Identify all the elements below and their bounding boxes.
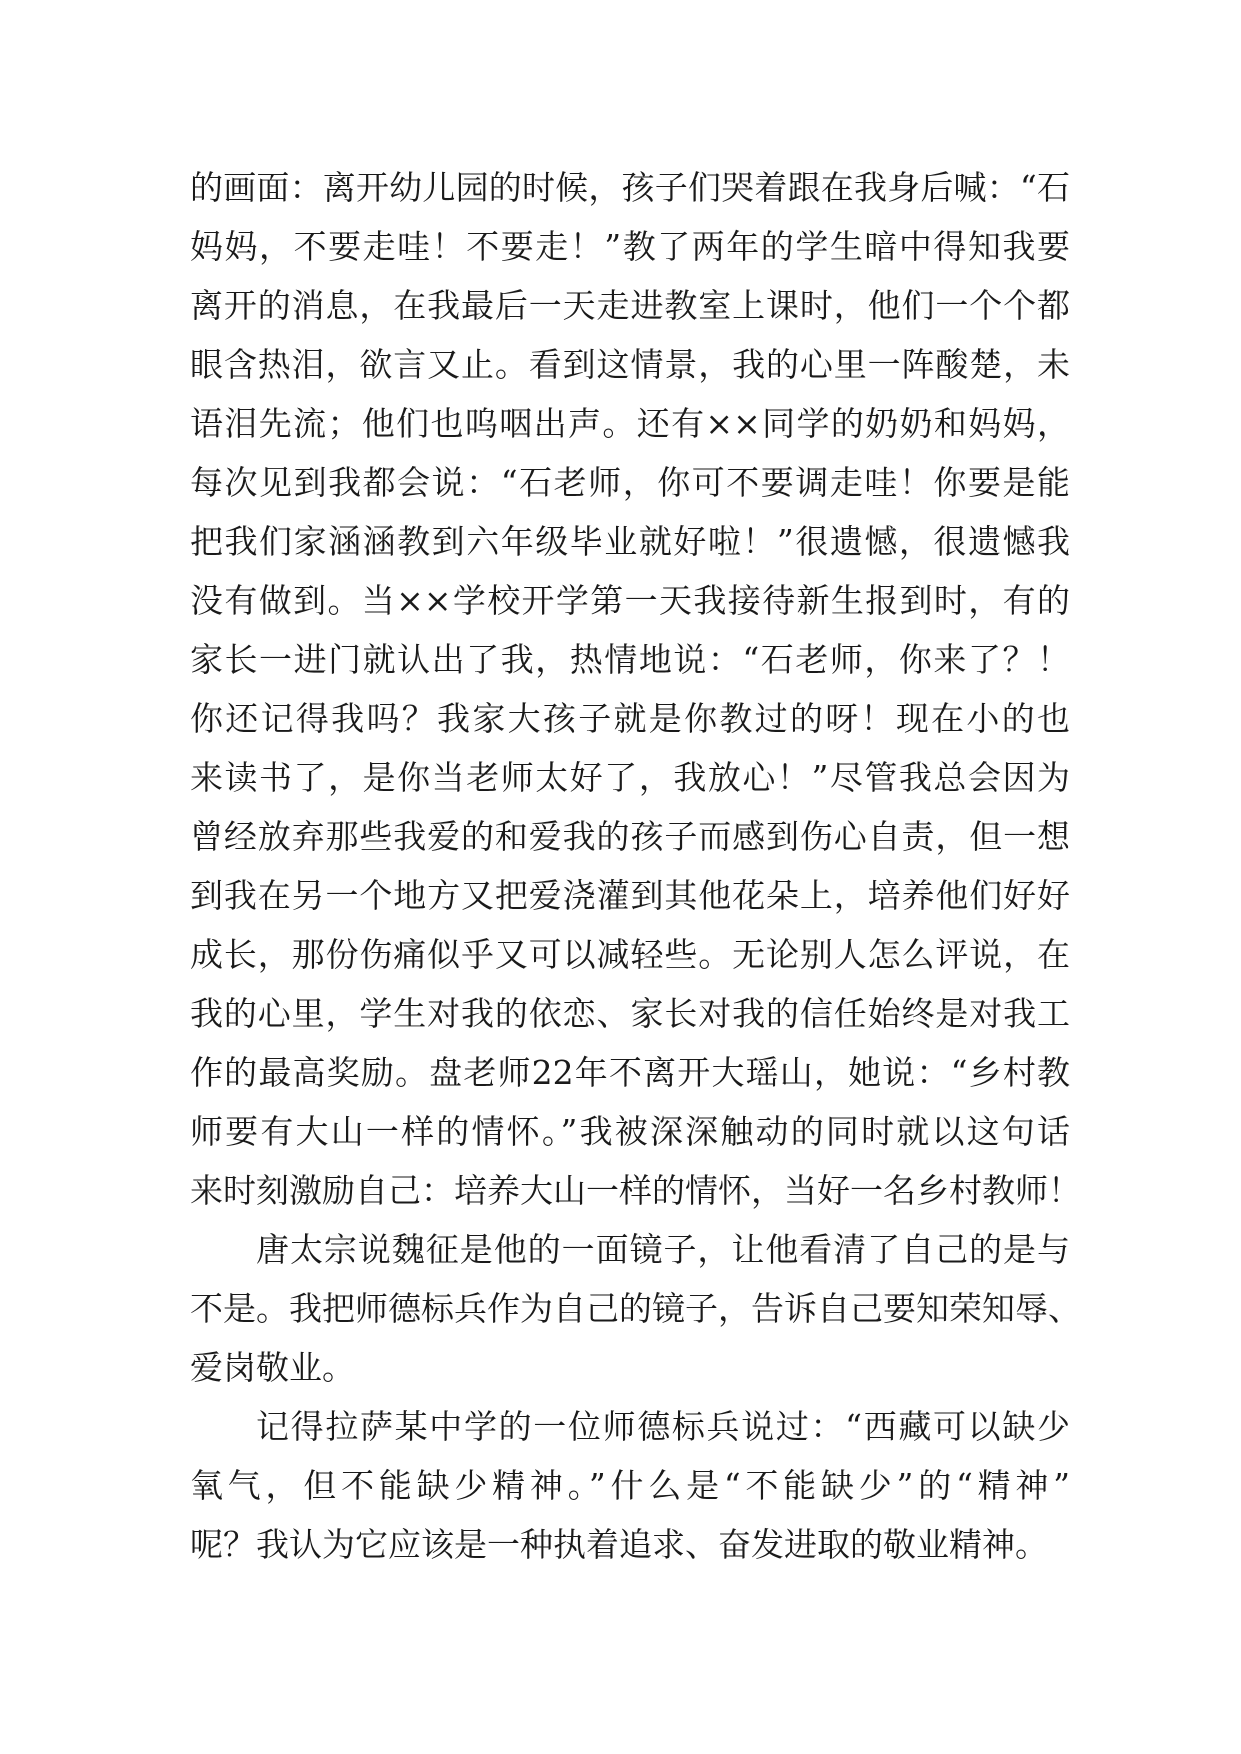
paragraph-1-line-3: 离开的消息，在我最后一天走进教室上课时，他们一个个都 <box>190 286 1070 325</box>
paragraph-1-line-5: 语泪先流；他们也呜咽出声。还有××同学的奶奶和妈妈， <box>190 404 1070 443</box>
paragraph-3-line-2: 氧气，但不能缺少精神。”什么是“不能缺少”的“精神” <box>190 1466 1070 1505</box>
paragraph-1-line-7: 把我们家涵涵教到六年级毕业就好啦！”很遗憾，很遗憾我 <box>190 522 1070 561</box>
paragraph-1-line-6: 每次见到我都会说：“石老师，你可不要调走哇！你要是能 <box>190 463 1070 502</box>
paragraph-1-line-13: 到我在另一个地方又把爱浇灌到其他花朵上，培养他们好好 <box>190 876 1070 915</box>
paragraph-1-line-15: 我的心里，学生对我的依恋、家长对我的信任始终是对我工 <box>190 994 1070 1033</box>
paragraph-1-line-16: 作的最高奖励。盘老师22年不离开大瑶山，她说：“乡村教 <box>190 1053 1070 1092</box>
paragraph-1-line-9: 家长一进门就认出了我，热情地说：“石老师，你来了？！ <box>190 640 1070 679</box>
paragraph-1-line-18: 来时刻激励自己：培养大山一样的情怀，当好一名乡村教师！ <box>190 1171 1081 1210</box>
paragraph-3-line-3: 呢？我认为它应该是一种执着追求、奋发进取的敬业精神。 <box>190 1525 1048 1564</box>
paragraph-1-line-1: 的画面：离开幼儿园的时候，孩子们哭着跟在我身后喊：“石 <box>190 168 1070 207</box>
paragraph-1-line-4: 眼含热泪，欲言又止。看到这情景，我的心里一阵酸楚，未 <box>190 345 1070 384</box>
paragraph-1-line-12: 曾经放弃那些我爱的和爱我的孩子而感到伤心自责，但一想 <box>190 817 1070 856</box>
paragraph-1-line-11: 来读书了，是你当老师太好了，我放心！”尽管我总会因为 <box>190 758 1070 797</box>
paragraph-1-line-14: 成长，那份伤痛似乎又可以减轻些。无论别人怎么评说，在 <box>190 935 1070 974</box>
paragraph-1-line-2: 妈妈，不要走哇！不要走！”教了两年的学生暗中得知我要 <box>190 227 1070 266</box>
paragraph-1-line-8: 没有做到。当××学校开学第一天我接待新生报到时，有的 <box>190 581 1070 620</box>
paragraph-2-line-3: 爱岗敬业。 <box>190 1348 355 1387</box>
paragraph-1-line-17: 师要有大山一样的情怀。”我被深深触动的同时就以这句话 <box>190 1112 1070 1151</box>
paragraph-3-line-1: 记得拉萨某中学的一位师德标兵说过：“西藏可以缺少 <box>256 1407 1070 1446</box>
paragraph-2-line-2: 不是。我把师德标兵作为自己的镜子，告诉自己要知荣知辱、 <box>190 1289 1081 1328</box>
paragraph-2-line-1: 唐太宗说魏征是他的一面镜子，让他看清了自己的是与 <box>256 1230 1070 1269</box>
body-text <box>190 158 1081 1574</box>
paragraph-1-line-10: 你还记得我吗？我家大孩子就是你教过的呀！现在小的也 <box>190 699 1070 738</box>
